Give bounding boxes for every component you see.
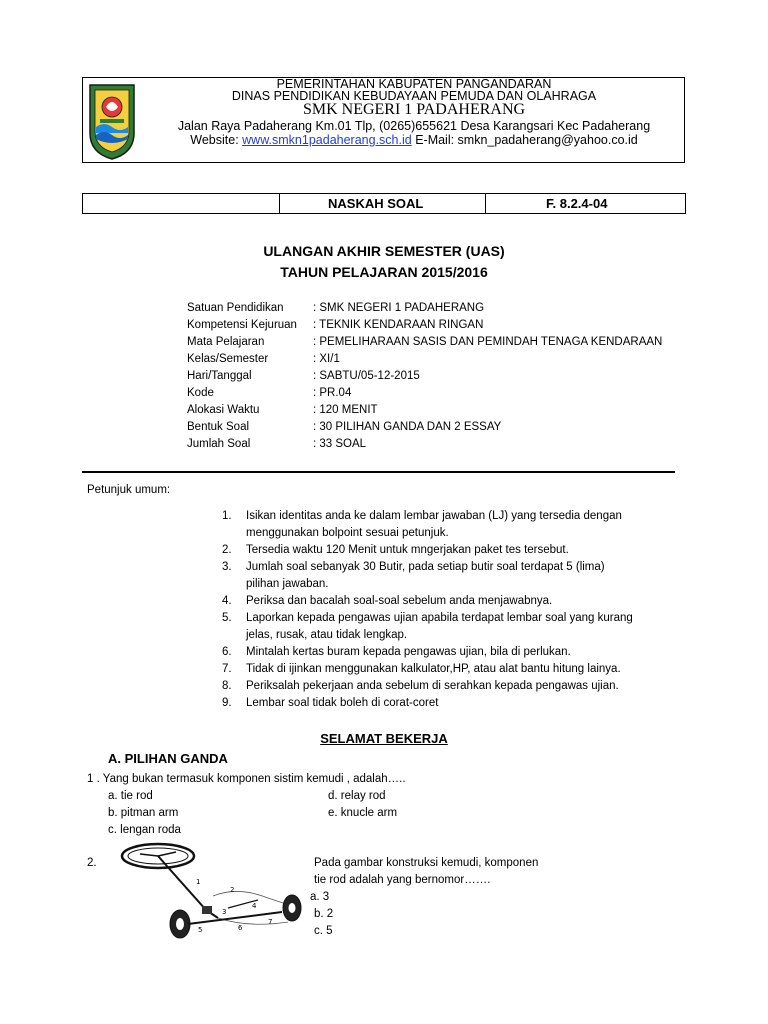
info-row <box>187 404 378 416</box>
school-name: SMK NEGERI 1 PADAHERANG <box>302 101 526 118</box>
figure-label: 6 <box>238 924 243 932</box>
divider-line <box>82 471 675 473</box>
info-label: Kode <box>187 387 214 399</box>
option-c: c. lengan roda <box>108 824 181 836</box>
info-row <box>187 387 351 399</box>
list-item: Laporkan kepada pengawas ujian apabila terdapat lembar soal yang kurang <box>246 612 633 624</box>
question-1-text: 1 . Yang bukan termasuk komponen sistim kemudi , adalah….. <box>87 773 406 785</box>
department-name: DINAS PENDIDIKAN KEBUDAYAAN PEMUDA DAN OLAHRAGA <box>231 89 597 103</box>
list-item: Isikan identitas anda ke dalam lembar jawaban (LJ) yang tersedia dengan <box>246 510 622 522</box>
info-label: Alokasi Waktu <box>187 404 260 416</box>
website-label: Website: <box>190 133 239 147</box>
figure-label: 3 <box>222 908 227 916</box>
form-code-table <box>82 193 686 214</box>
figure-label: 5 <box>198 926 203 934</box>
list-item: Periksa dan bacalah soal-soal sebelum anda menjawabnya. <box>246 595 553 607</box>
list-item-number: 4. <box>222 595 232 607</box>
option-a: a. tie rod <box>108 790 153 802</box>
form-cell-empty <box>83 194 280 213</box>
info-value: : SMK NEGERI 1 PADAHERANG <box>313 302 485 314</box>
form-cell-title: NASKAH SOAL <box>280 194 486 213</box>
info-row <box>187 370 420 382</box>
info-label: Jumlah Soal <box>187 438 251 450</box>
info-value: : 33 SOAL <box>313 438 367 450</box>
list-item: Jumlah soal sebanyak 30 Butir, pada setiap butir soal terdapat 5 (lima) <box>246 561 605 573</box>
info-label: Kompetensi Kejuruan <box>187 319 297 331</box>
website-link[interactable]: www.smkn1padaherang.sch.id <box>242 133 412 147</box>
form-cell-code: F. 8.2.4-04 <box>546 196 608 211</box>
list-item-number: 9. <box>222 697 232 709</box>
info-value: : XI/1 <box>313 353 340 365</box>
figure-label: 4 <box>252 902 257 910</box>
info-value: : PEMELIHARAAN SASIS DAN PEMINDAH TENAGA KENDARAAN <box>313 336 663 348</box>
option-e: e. knucle arm <box>328 807 398 819</box>
info-row <box>187 421 501 433</box>
email-text: E-Mail: smkn_padaherang@yahoo.co.id <box>415 133 638 147</box>
info-label: Satuan Pendidikan <box>187 302 284 314</box>
info-value: : PR.04 <box>313 387 352 399</box>
government-name: PEMERINTAHAN KABUPATEN PANGANDARAN <box>276 77 552 91</box>
info-row <box>187 353 340 365</box>
info-value: : SABTU/05-12-2015 <box>313 370 420 382</box>
list-item: Tidak di ijinkan menggunakan kalkulator,HP, atau alat bantu hitung lainya. <box>246 663 621 675</box>
list-item: Periksalah pekerjaan anda sebelum di serahkan kepada pengawas ujian. <box>246 680 619 692</box>
info-row <box>187 319 483 331</box>
school-address: Jalan Raya Padaherang Km.01 Tlp, (0265)655621 Desa Karangsari Kec Padaherang <box>177 119 651 133</box>
option-d: d. relay rod <box>328 790 386 802</box>
list-item-number: 5. <box>222 612 232 624</box>
info-row <box>187 336 662 348</box>
info-value: : TEKNIK KENDARAAN RINGAN <box>313 319 484 331</box>
list-item-number: 6. <box>222 646 232 658</box>
figure-label: 7 <box>268 918 273 926</box>
list-item-continuation: menggunakan bolpoint sesuai petunjuk. <box>246 527 449 539</box>
question-2-text-continuation: tie rod adalah yang bernomor……. <box>314 874 491 886</box>
list-item-number: 8. <box>222 680 232 692</box>
list-item-number: 3. <box>222 561 232 573</box>
good-luck-heading: SELAMAT BEKERJA <box>320 731 448 746</box>
question-2-number: 2. <box>87 857 97 869</box>
exam-title: ULANGAN AKHIR SEMESTER (UAS) <box>263 243 505 259</box>
option-b: b. pitman arm <box>108 807 179 819</box>
question-2-text: Pada gambar konstruksi kemudi, komponen <box>314 857 539 869</box>
info-row <box>187 438 366 450</box>
list-item-number: 2. <box>222 544 232 556</box>
instructions-heading: Petunjuk umum: <box>87 484 171 496</box>
option-b: b. 2 <box>314 908 334 920</box>
info-label: Bentuk Soal <box>187 421 250 433</box>
academic-year: TAHUN PELAJARAN 2015/2016 <box>280 264 488 280</box>
info-value: : 120 MENIT <box>313 404 378 416</box>
option-a: a. 3 <box>310 891 330 903</box>
info-label: Mata Pelajaran <box>187 336 265 348</box>
info-label: Kelas/Semester <box>187 353 269 365</box>
list-item: Lembar soal tidak boleh di corat-coret <box>246 697 439 709</box>
option-c: c. 5 <box>314 925 333 937</box>
info-label: Hari/Tanggal <box>187 370 252 382</box>
info-row <box>187 302 484 314</box>
info-value: : 30 PILIHAN GANDA DAN 2 ESSAY <box>313 421 502 433</box>
list-item-continuation: pilihan jawaban. <box>246 578 329 590</box>
contact-line <box>30 133 768 147</box>
list-item-continuation: jelas, rusak, atau tidak lengkap. <box>246 629 408 641</box>
section-heading: A. PILIHAN GANDA <box>108 751 228 766</box>
figure-label: 1 <box>196 878 201 886</box>
list-item: Mintalah kertas buram kepada pengawas ujian, bila di perlukan. <box>246 646 571 658</box>
steering-construction-figure <box>118 838 306 942</box>
figure-label: 2 <box>230 886 235 894</box>
list-item-number: 1. <box>222 510 232 522</box>
list-item: Tersedia waktu 120 Menit untuk mngerjakan paket tes tersebut. <box>246 544 569 556</box>
list-item-number: 7. <box>222 663 232 675</box>
